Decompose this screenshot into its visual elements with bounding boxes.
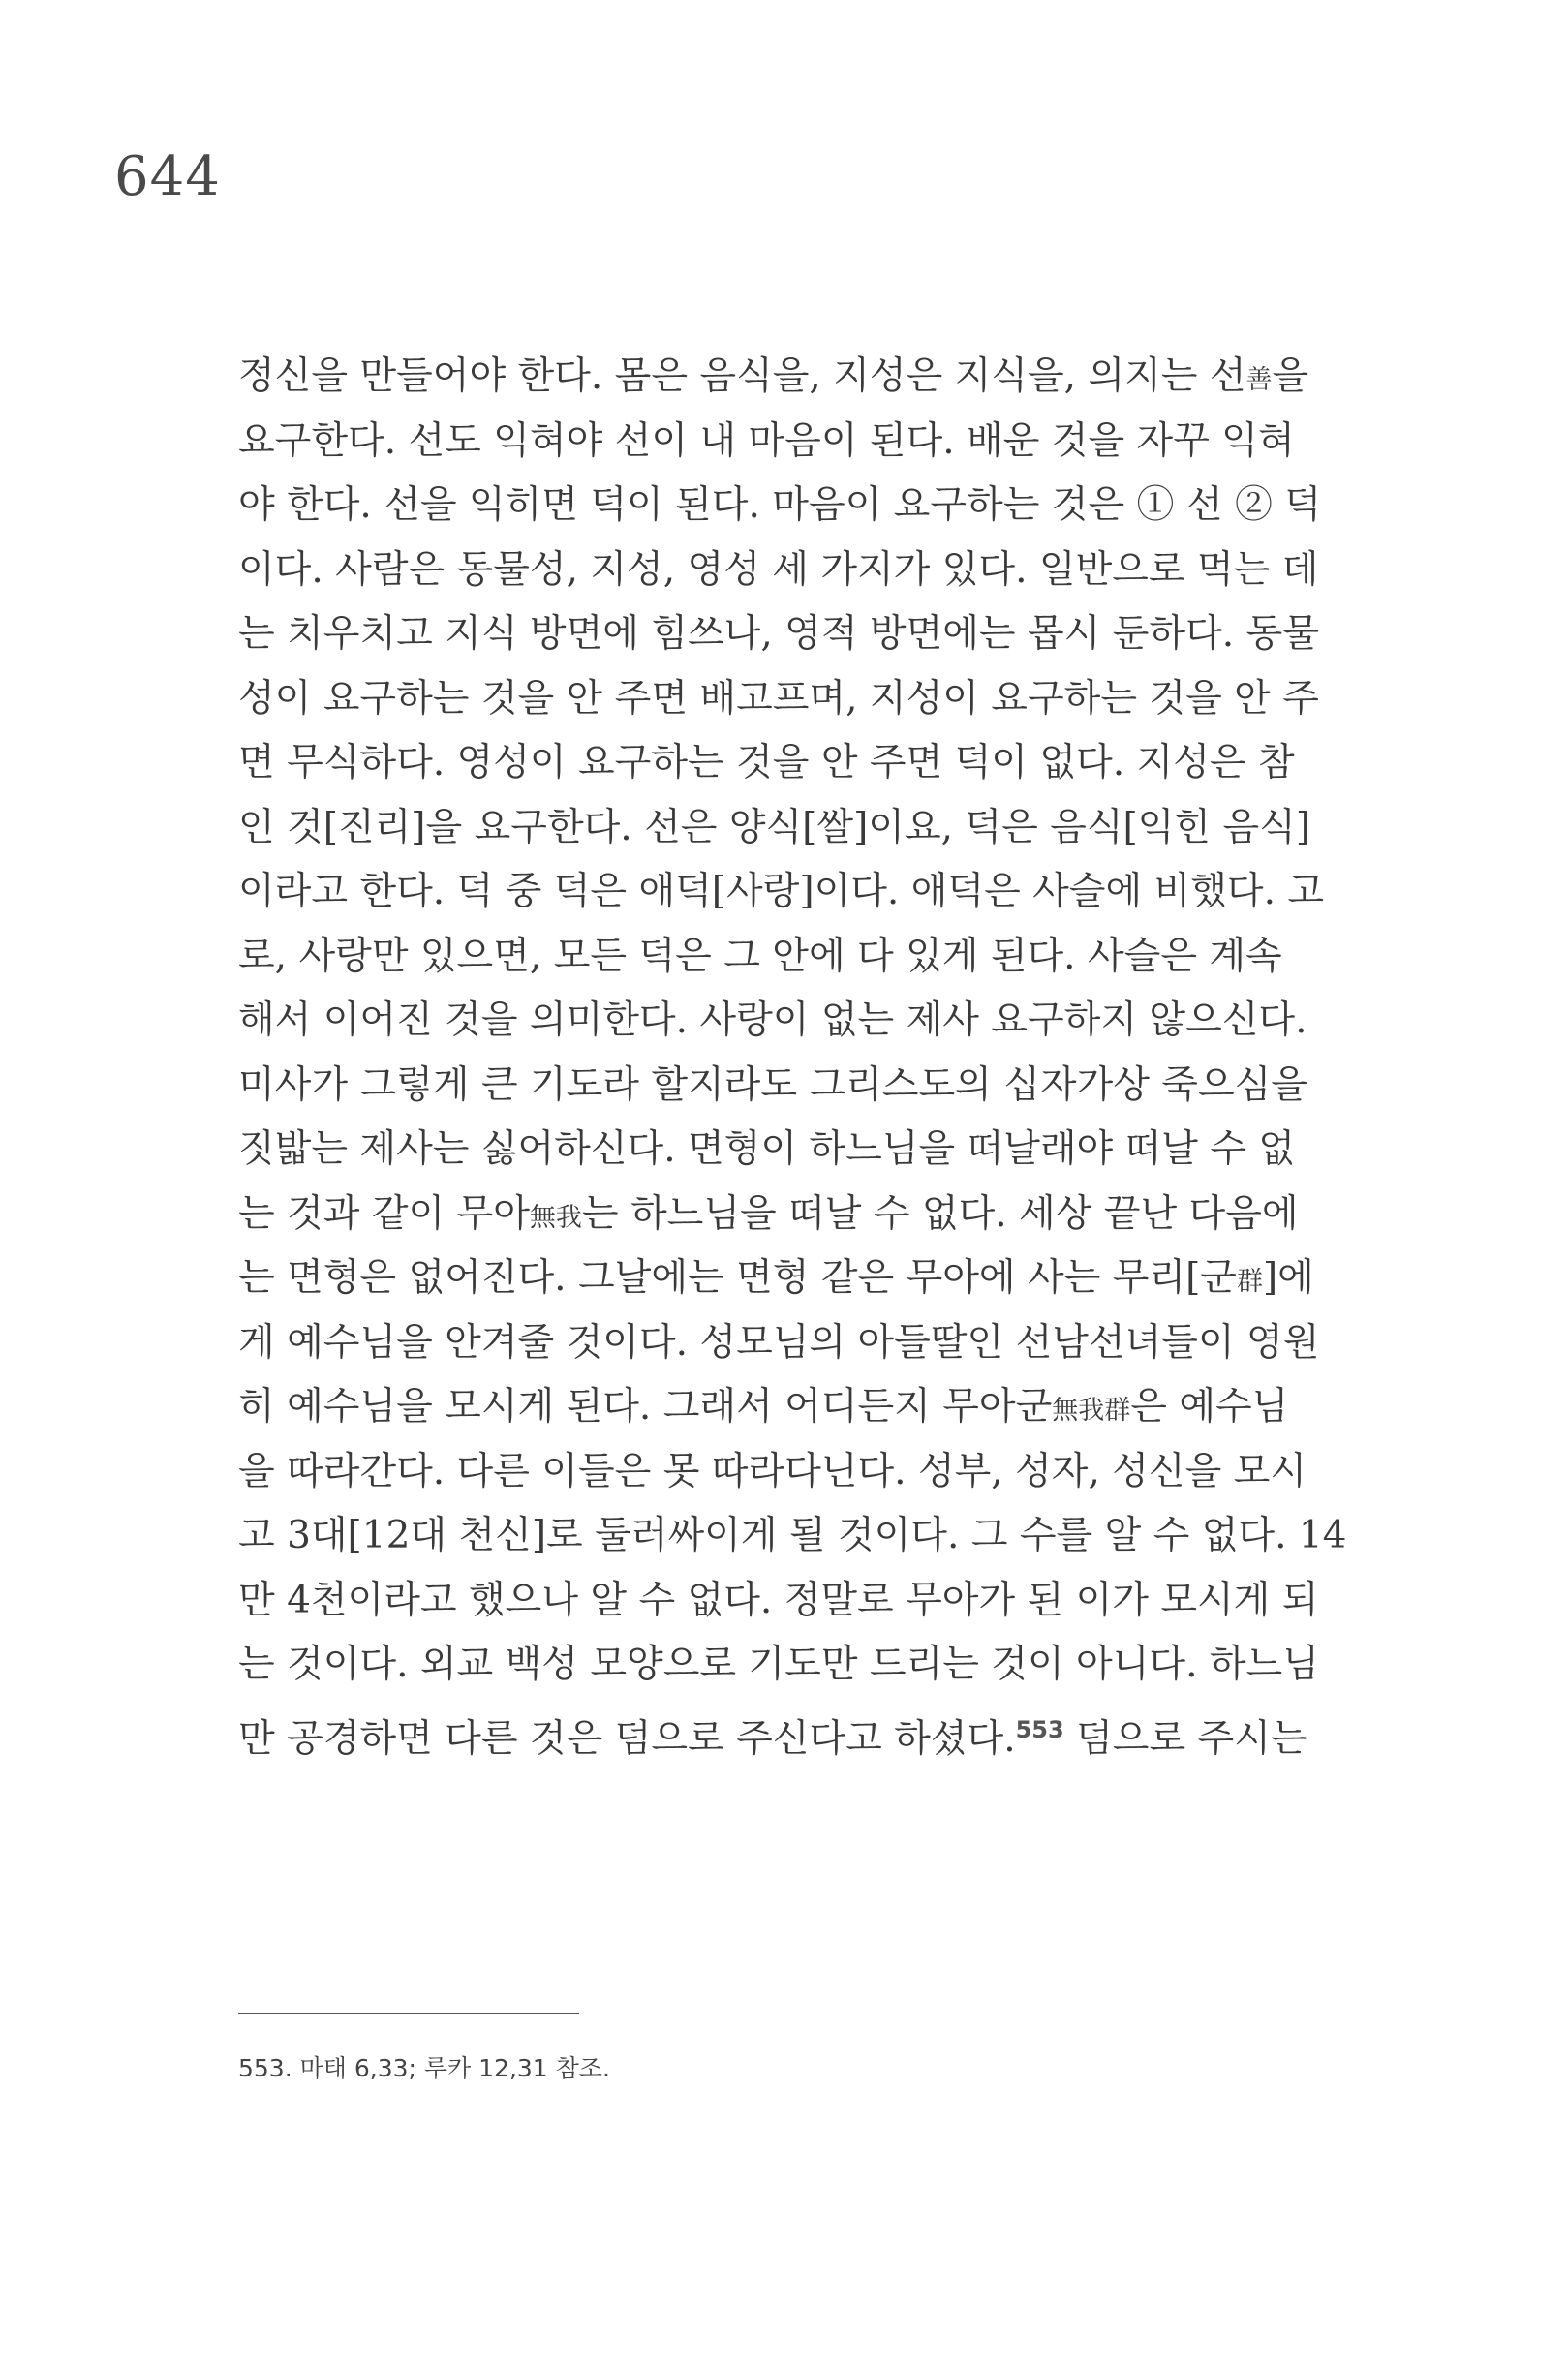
text-segment: 는 하느님을 떠날 수 없다. 세상 끝난 다음에 xyxy=(581,1191,1299,1236)
text-line-2 xyxy=(238,410,1318,475)
text-line-5 xyxy=(238,602,1318,667)
text-line-22 xyxy=(238,1698,1318,1763)
text-segment: 는 면형은 없어진다. 그날에는 면형 같은 무아에 사는 무리[군 xyxy=(238,1256,1237,1300)
text-segment: 성이 요구하는 것을 안 주면 배고프며, 지성이 요구하는 것을 안 주 xyxy=(238,676,1319,721)
text-segment: 요구한다. 선도 익혀야 선이 내 마음이 된다. 배운 것을 자꾸 익혀 xyxy=(238,418,1295,463)
text-segment: 고 3대[12대 천신]로 둘러싸이게 될 것이다. 그 수를 알 수 없다. 14 xyxy=(238,1514,1347,1557)
text-line-20 xyxy=(238,1569,1318,1634)
text-line-9 xyxy=(238,860,1325,925)
text-segment: 는 것과 같이 무아 xyxy=(238,1191,530,1236)
text-line-10 xyxy=(238,925,1318,990)
text-line-19 xyxy=(238,1504,1347,1569)
text-line-14 xyxy=(238,1183,1318,1247)
text-segment: 히 예수님을 모시게 된다. 그래서 어디든지 무아군 xyxy=(238,1385,1053,1429)
text-segment: 이라고 한다. 덕 중 덕은 애덕[사랑]이다. 애덕은 사슬에 비했다. 고 xyxy=(238,870,1325,913)
text-line-12 xyxy=(238,1054,1318,1119)
text-segment: 만 공경하면 다른 것은 덤으로 주신다고 하셨다. xyxy=(238,1716,1016,1761)
text-segment: 게 예수님을 안겨줄 것이다. 성모님의 아들딸인 선남선녀들이 영원 xyxy=(238,1320,1320,1365)
text-line-15 xyxy=(238,1246,1318,1311)
text-line-3 xyxy=(238,474,1322,538)
hanja-annotation: 無我群 xyxy=(1052,1396,1131,1426)
text-segment: 는 치우치고 지식 방면에 힘쓰나, 영적 방면에는 몹시 둔하다. 동물 xyxy=(238,612,1319,656)
text-line-17 xyxy=(238,1375,1318,1440)
text-segment: 만 4천이라고 했으나 알 수 없다. 정말로 무아가 된 이가 모시게 되 xyxy=(238,1578,1319,1622)
text-line-4 xyxy=(238,538,1318,603)
page-number: 644 xyxy=(114,145,221,208)
footnote-divider xyxy=(238,2013,579,2014)
text-segment: 을 따라간다. 다른 이들은 못 따라다닌다. 성부, 성자, 성신을 모시 xyxy=(238,1449,1307,1493)
text-segment: 인 것[진리]을 요구한다. 선은 양식[쌀]이요, 덕은 음식[익힌 음식] xyxy=(238,805,1311,849)
text-segment: 면 무식하다. 영성이 요구하는 것을 안 주면 덕이 없다. 지성은 참 xyxy=(238,741,1295,784)
text-segment: 은 예수님 xyxy=(1130,1385,1289,1429)
text-line-1 xyxy=(238,345,1318,410)
text-segment: ]에 xyxy=(1262,1256,1314,1300)
text-segment: 로, 사랑만 있으면, 모든 덕은 그 안에 다 있게 된다. 사슬은 계속 xyxy=(238,934,1282,978)
text-line-8 xyxy=(238,796,1318,861)
text-segment: 이다. 사람은 동물성, 지성, 영성 세 가지가 있다. 일반으로 먹는 데 xyxy=(238,547,1319,592)
text-line-6 xyxy=(238,667,1318,732)
footnote-reference[interactable]: 553 xyxy=(1015,1715,1064,1743)
text-segment: 해서 이어진 것을 의미한다. 사랑이 없는 제사 요구하지 않으신다. xyxy=(238,999,1307,1042)
text-line-13 xyxy=(238,1118,1318,1183)
text-segment: 을 xyxy=(1272,354,1309,398)
text-segment: 덤으로 주시는 xyxy=(1063,1716,1307,1761)
hanja-annotation: 善 xyxy=(1245,365,1273,395)
text-segment: 정신을 만들어야 한다. 몸은 음식을, 지성은 지식을, 의지는 선 xyxy=(238,354,1246,398)
text-line-11 xyxy=(238,989,1318,1054)
hanja-annotation: 群 xyxy=(1236,1267,1263,1297)
text-segment: 는 것이다. 외교 백성 모양으로 기도만 드리는 것이 아니다. 하느님 xyxy=(238,1643,1319,1686)
body-text xyxy=(238,345,1347,1762)
text-segment: 야 한다. 선을 익히면 덕이 된다. 마음이 요구하는 것은 ① 선 ② 덕 xyxy=(238,483,1322,527)
text-segment: 미사가 그렇게 큰 기도라 할지라도 그리스도의 십자가상 죽으심을 xyxy=(238,1062,1307,1107)
text-line-21 xyxy=(238,1633,1318,1698)
text-line-7 xyxy=(238,731,1318,796)
text-line-18 xyxy=(238,1440,1318,1505)
text-line-16 xyxy=(238,1311,1318,1376)
hanja-annotation: 無我 xyxy=(529,1202,582,1233)
text-segment: 짓밟는 제사는 싫어하신다. 면형이 하느님을 떠날래야 떠날 수 없 xyxy=(238,1127,1296,1171)
footnote-553: 553. 마태 6,33; 루카 12,31 참조. xyxy=(238,2054,610,2082)
